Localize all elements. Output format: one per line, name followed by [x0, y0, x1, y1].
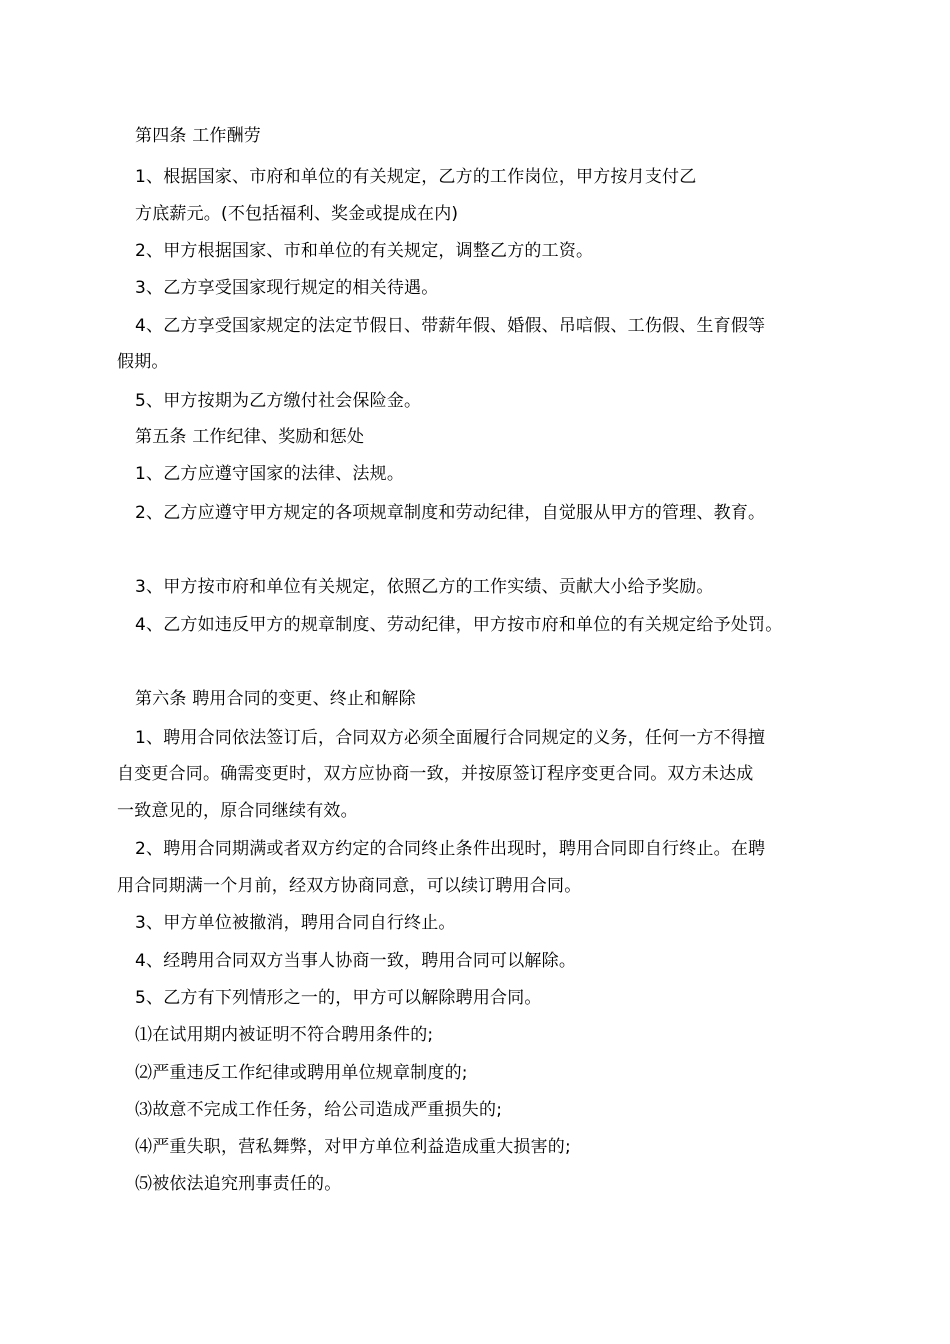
article-6-heading: 第六条 聘用合同的变更、终止和解除	[135, 689, 416, 709]
article-5-item-1: 1、乙方应遵守国家的法律、法规。	[135, 464, 405, 484]
sub-item-4: ⑷严重失职，营私舞弊，对甲方单位利益造成重大损害的;	[135, 1137, 571, 1157]
article-6-item-2: 2、聘用合同期满或者双方约定的合同终止条件出现时，聘用合同即自行终止。在聘	[135, 839, 766, 859]
article-5-heading: 第五条 工作纪律、奖励和惩处	[135, 427, 365, 447]
sub-item-3: ⑶故意不完成工作任务，给公司造成严重损失的;	[135, 1100, 503, 1120]
article-5-item-3: 3、甲方按市府和单位有关规定，依照乙方的工作实绩、贡献大小给予奖励。	[135, 577, 714, 597]
article-4-item-4-cont: 假期。	[117, 352, 169, 372]
sub-item-1: ⑴在试用期内被证明不符合聘用条件的;	[135, 1025, 434, 1045]
article-6-item-1-cont-1: 自变更合同。确需变更时，双方应协商一致，并按原签订程序变更合同。双方未达成	[117, 764, 754, 784]
sub-item-5: ⑸被依法追究刑事责任的。	[135, 1174, 342, 1194]
article-6-item-4: 4、经聘用合同双方当事人协商一致，聘用合同可以解除。	[135, 951, 577, 971]
article-6-item-2-cont: 用合同期满一个月前，经双方协商同意，可以续订聘用合同。	[117, 876, 582, 896]
article-4-item-5: 5、甲方按期为乙方缴付社会保险金。	[135, 391, 422, 411]
article-4-item-3: 3、乙方享受国家现行规定的相关待遇。	[135, 278, 439, 298]
article-5-item-2: 2、乙方应遵守甲方规定的各项规章制度和劳动纪律，自觉服从甲方的管理、教育。	[135, 503, 766, 523]
article-6-item-5: 5、乙方有下列情形之一的，甲方可以解除聘用合同。	[135, 988, 542, 1008]
article-6-item-3: 3、甲方单位被撤消，聘用合同自行终止。	[135, 913, 456, 933]
article-6-item-1: 1、聘用合同依法签订后，合同双方必须全面履行合同规定的义务，任何一方不得擅	[135, 728, 766, 748]
sub-item-2: ⑵严重违反工作纪律或聘用单位规章制度的;	[135, 1063, 468, 1083]
article-6-item-1-cont-2: 一致意见的，原合同继续有效。	[117, 801, 358, 821]
article-4-item-1-cont: 方底薪元。(不包括福利、奖金或提成在内)	[135, 204, 459, 224]
article-4-item-2: 2、甲方根据国家、市和单位的有关规定，调整乙方的工资。	[135, 241, 594, 261]
article-4-heading: 第四条 工作酬劳	[135, 126, 262, 146]
article-4-item-1: 1、根据国家、市府和单位的有关规定，乙方的工作岗位，甲方按月支付乙	[135, 167, 697, 187]
article-5-item-4: 4、乙方如违反甲方的规章制度、劳动纪律，甲方按市府和单位的有关规定给予处罚。	[135, 615, 783, 635]
article-4-item-4: 4、乙方享受国家规定的法定节假日、带薪年假、婚假、吊唁假、工伤假、生育假等	[135, 316, 766, 336]
